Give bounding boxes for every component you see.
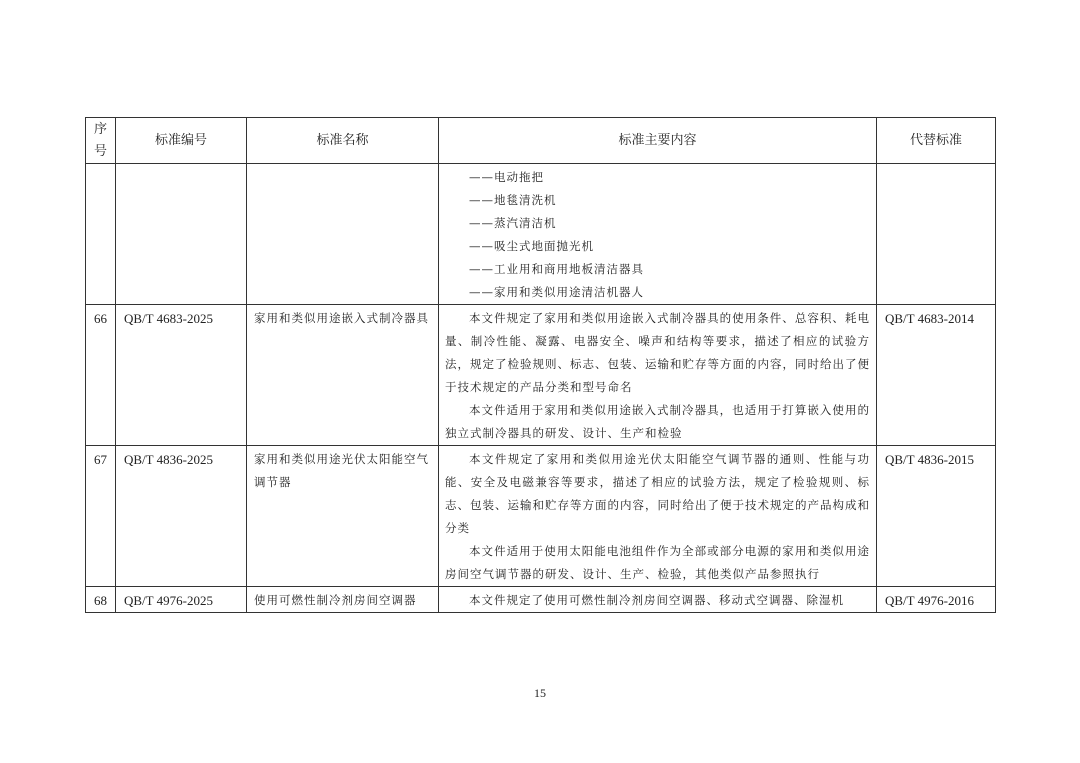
standard-content	[439, 305, 877, 446]
content-paragraph: 本文件适用于使用太阳能电池组件作为全部或部分电源的家用和类似用途房间空气调节器的研发、设计、生产、检验，其他类似产品参照执行	[445, 544, 870, 581]
table-header-row	[86, 118, 996, 164]
standard-code: QB/T 4836-2025	[116, 446, 247, 587]
list-item: ——电动拖把	[469, 170, 544, 184]
standard-name: 使用可燃性制冷剂房间空调器	[247, 587, 439, 613]
standard-name: 家用和类似用途嵌入式制冷器具	[247, 305, 439, 446]
header-replaces: 代替标准	[877, 118, 996, 164]
continuation-list	[439, 164, 877, 305]
list-item: ——家用和类似用途清洁机器人	[469, 285, 644, 299]
list-item: ——工业用和商用地板清洁器具	[469, 262, 644, 276]
content-paragraph: 本文件适用于家用和类似用途嵌入式制冷器具，也适用于打算嵌入使用的独立式制冷器具的研发、设计、生产和检验	[445, 403, 870, 440]
standard-code: QB/T 4683-2025	[116, 305, 247, 446]
table-row-continuation	[86, 164, 996, 305]
table-row	[86, 305, 996, 446]
row-number: 67	[86, 446, 116, 587]
standard-code: QB/T 4976-2025	[116, 587, 247, 613]
row-number: 66	[86, 305, 116, 446]
replaced-standard: QB/T 4836-2015	[877, 446, 996, 587]
standard-content	[439, 587, 877, 613]
list-item: ——蒸汽清洁机	[469, 216, 557, 230]
replaced-standard: QB/T 4976-2016	[877, 587, 996, 613]
header-name: 标准名称	[247, 118, 439, 164]
header-code: 标准编号	[116, 118, 247, 164]
header-seq: 序号	[86, 118, 116, 164]
content-paragraph: 本文件规定了家用和类似用途光伏太阳能空气调节器的通则、性能与功能、安全及电磁兼容等要求，描述了相应的试验方法，规定了检验规则、标志、包装、运输和贮存等方面的内容，同时给出了便于技术规定的产品构成和分类	[445, 452, 870, 535]
row-number: 68	[86, 587, 116, 613]
content-paragraph: 本文件规定了家用和类似用途嵌入式制冷器具的使用条件、总容积、耗电量、制冷性能、凝露、电器安全、噪声和结构等要求，描述了相应的试验方法，规定了检验规则、标志、包装、运输和贮存等方面的内容，同时给出了便于技术规定的产品分类和型号命名	[445, 311, 870, 394]
content-paragraph: 本文件规定了使用可燃性制冷剂房间空调器、移动式空调器、除湿机	[469, 593, 844, 607]
list-item: ——地毯清洗机	[469, 193, 557, 207]
page-number: 15	[534, 686, 546, 700]
standard-name: 家用和类似用途光伏太阳能空气调节器	[247, 446, 439, 587]
standards-table	[85, 117, 996, 613]
standard-content	[439, 446, 877, 587]
list-item: ——吸尘式地面抛光机	[469, 239, 594, 253]
header-content: 标准主要内容	[439, 118, 877, 164]
table-row	[86, 587, 996, 613]
table-row	[86, 446, 996, 587]
replaced-standard: QB/T 4683-2014	[877, 305, 996, 446]
